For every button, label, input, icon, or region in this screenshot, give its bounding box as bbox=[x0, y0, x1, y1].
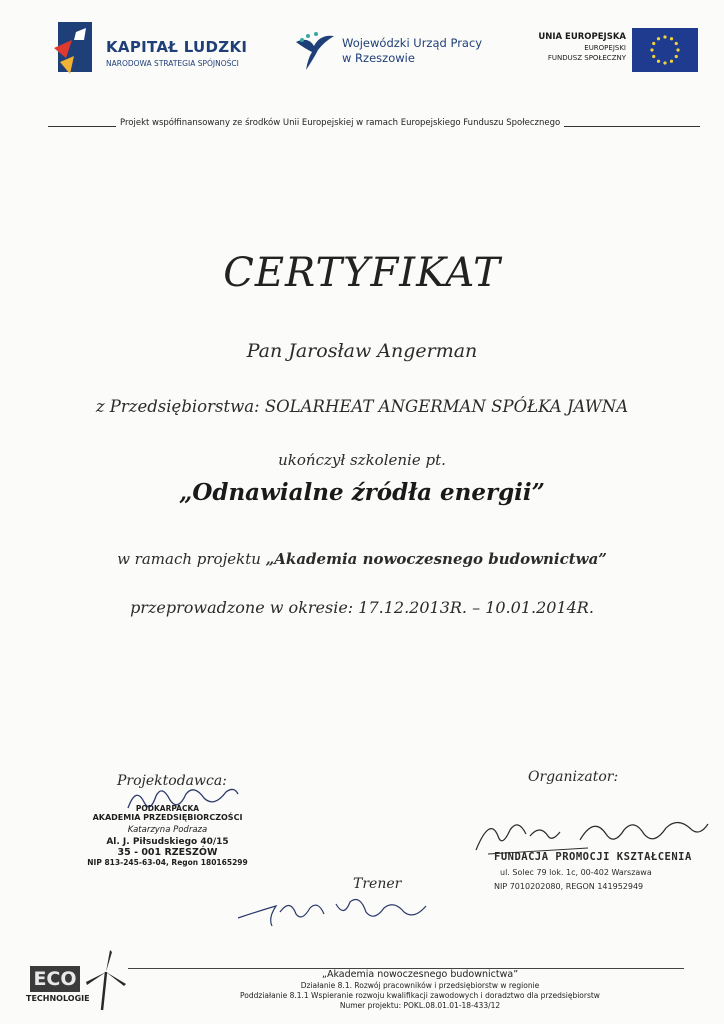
organizator-label: Organizator: bbox=[528, 769, 619, 785]
wup-name-line1: Wojewódzki Urząd Pracy bbox=[342, 36, 483, 50]
eu-star-icon bbox=[650, 48, 653, 51]
eu-star-icon bbox=[663, 61, 666, 64]
stamp-line: Katarzyna Podraza bbox=[127, 825, 208, 835]
stamp-line: FUNDACJA PROMOCJI KSZTAŁCENIA bbox=[494, 851, 692, 863]
stamp-line: 35 - 001 RZESZÓW bbox=[117, 847, 218, 858]
eu-line3: FUNDUSZ SPOŁECZNY bbox=[547, 54, 626, 62]
wup-name-line2: w Rzeszowie bbox=[342, 51, 415, 65]
project-name: „Akademia nowoczesnego budownictwa” bbox=[265, 550, 607, 568]
kapital-ludzki-title: KAPITAŁ LUDZKI bbox=[106, 38, 248, 56]
eco-logo-text: ECO bbox=[30, 966, 80, 992]
eu-star-icon bbox=[657, 37, 660, 40]
stamp-line: AKADEMIA PRZEDSIĘBIORCZOŚCI bbox=[92, 813, 243, 822]
stamp-line: NIP 7010202080, REGON 141952949 bbox=[494, 882, 644, 891]
bird-icon bbox=[292, 28, 336, 72]
footer-measure: Działanie 8.1. Rozwój pracowników i przedsiębiorstw w regionie bbox=[300, 981, 540, 990]
footer-submeasure: Poddziałanie 8.1.1 Wspieranie rozwoju kwalifikacji zawodowych i doradztwo dla przedsiębiorstw bbox=[240, 991, 600, 1000]
eu-star-icon bbox=[652, 42, 655, 45]
eu-line2: EUROPEJSKI bbox=[584, 44, 626, 52]
eco-technologie-logo bbox=[26, 948, 130, 1012]
projektodawca-stamp bbox=[80, 804, 255, 867]
eco-logo-subtitle: TECHNOLOGIE bbox=[26, 994, 90, 1003]
stamp-line: PODKARPACKA bbox=[135, 804, 200, 813]
certificate-title: CERTYFIKAT bbox=[223, 250, 501, 296]
footer-text bbox=[120, 969, 720, 1010]
organizator-stamp bbox=[494, 851, 694, 891]
wup-logo bbox=[292, 28, 502, 74]
eu-line1: UNIA EUROPEJSKA bbox=[538, 32, 626, 42]
eu-star-icon bbox=[675, 55, 678, 58]
trener-signature bbox=[232, 888, 432, 930]
kapital-ludzki-logo bbox=[50, 18, 290, 78]
cofinance-note: Projekt współfinansowany ze środków Unii Europejskiej w ramach Europejskiego Funduszu Społecznego bbox=[116, 118, 564, 128]
eu-star-icon bbox=[675, 42, 678, 45]
eu-star-icon bbox=[652, 55, 655, 58]
stamp-line: ul. Solec 79 lok. 1c, 00-402 Warszawa bbox=[500, 868, 652, 877]
trener-label: Trener bbox=[353, 876, 402, 892]
recipient-name: Pan Jarosław Angerman bbox=[246, 340, 478, 362]
eu-star-icon bbox=[657, 60, 660, 63]
course-title: „Odnawialne źródła energii” bbox=[179, 479, 545, 506]
training-period: przeprowadzone w okresie: 17.12.2013R. – 10.01.2014R. bbox=[130, 598, 594, 617]
kapital-ludzki-icon bbox=[50, 18, 100, 78]
eu-star-icon bbox=[663, 35, 666, 38]
company-line: z Przedsiębiorstwa: SOLARHEAT ANGERMAN SPÓŁKA JAWNA bbox=[95, 397, 629, 416]
footer-project-name: „Akademia nowoczesnego budownictwa” bbox=[321, 969, 519, 980]
completed-text: ukończył szkolenie pt. bbox=[278, 451, 446, 469]
project-line bbox=[0, 550, 724, 568]
eu-star-icon bbox=[670, 37, 673, 40]
eu-logo bbox=[528, 28, 698, 74]
stamp-line: Al. J. Piłsudskiego 40/15 bbox=[106, 837, 229, 847]
stamp-line: NIP 813-245-63-04, Regon 180165299 bbox=[87, 858, 248, 867]
project-prefix: w ramach projektu bbox=[117, 550, 266, 568]
eu-star-icon bbox=[676, 48, 679, 51]
eu-flag-icon bbox=[632, 28, 698, 72]
eu-star-icon bbox=[670, 60, 673, 63]
kapital-ludzki-subtitle: NARODOWA STRATEGIA SPÓJNOŚCI bbox=[106, 59, 239, 68]
footer-project-number: Numer projektu: POKL.08.01.01-18-433/12 bbox=[339, 1001, 501, 1010]
projektodawca-label: Projektodawca: bbox=[117, 773, 227, 789]
